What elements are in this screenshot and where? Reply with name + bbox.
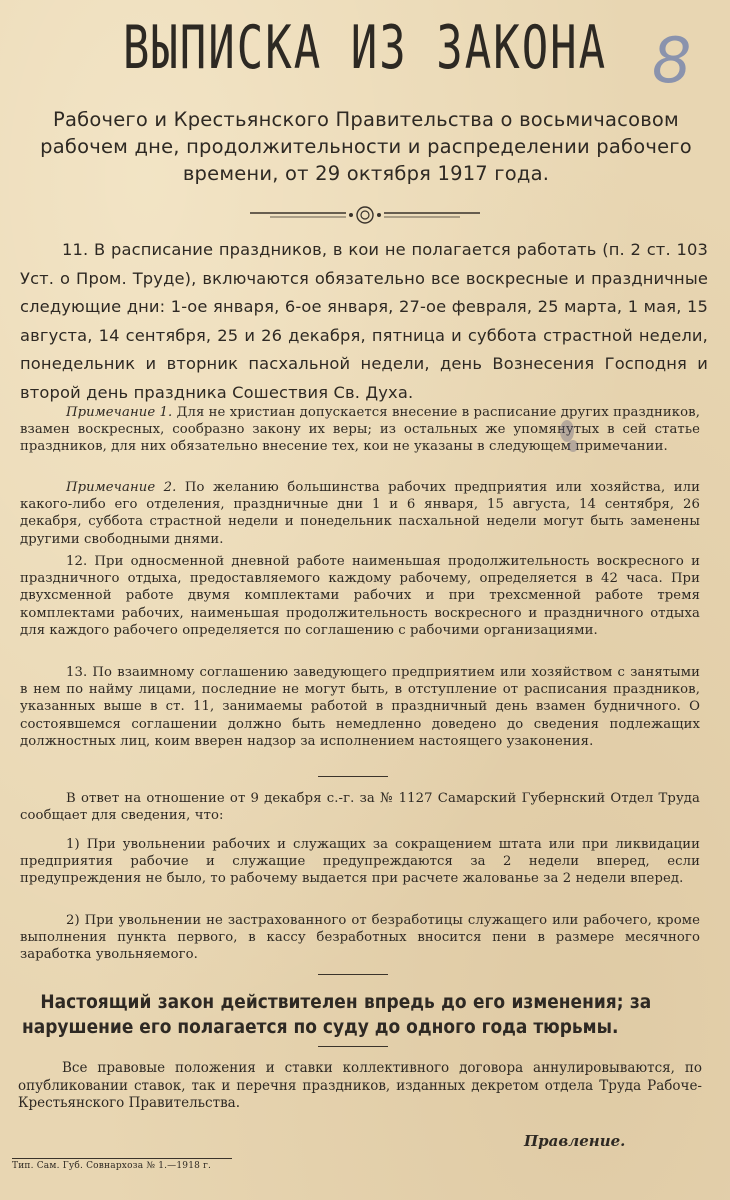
pencil-mark-digit: 8 [652, 24, 692, 97]
note-2-label: Примечание 2. [66, 480, 177, 495]
document-title: ВЫПИСКА ИЗ ЗАКОНА [122, 14, 608, 83]
signature: Правление. [524, 1132, 626, 1150]
note-1-text: Для не христиан допускается внесение в расписание других праздников, взамен воскресных, сообразно закону их веры; из остальных же упомянутых в сей статье праздников, для них обязательно внесение тех, кои не указаны в следующем примечании. [20, 405, 700, 455]
point-2: 2) При увольнении не застрахованного от безработицы служащего или рабочего, кроме выполнения пункта первого, в кассу безработных вносится пени в размере месячного заработка увольняемого. [20, 913, 700, 963]
article-13: 13. По взаимному соглашению заведующего предприятием или хозяйством с занятыми в нем по найму лицами, последние не могут быть, в отступление от расписания праздников, указанных выше в ст. 11, занимаемы работой в праздничный день взамен будничного. О состоявшемся соглашении должно быть немедленно доведено до сведения подлежащих должностных лиц, коим вверен надзор за исполнением настоящего узаконения. [20, 665, 700, 749]
point-1: 1) При увольнении рабочих и служащих за сокращением штата или при ликвидации предприятия рабочие и служащие предупреждаются за 2 недели вперед, если предупреждения не было, то рабочему выдается при расчете жалованье за 2 недели вперед. [20, 837, 700, 887]
note-2-text: По желанию большинства рабочих предприятия или хозяйства, или какого-либо его отделения, праздничные дни 1 и 6 января, 15 августа, 14 сентября, 26 декабря, суббота страстной недели и понедельник пасхальной недели могут быть заменены другими свободными днями. [20, 480, 700, 547]
divider-rule [318, 776, 388, 777]
printer-imprint: Тип. Сам. Губ. Совнархоза № 1.—1918 г. [12, 1158, 232, 1171]
law-notice: Настоящий закон действителен впредь до его изменения; за нарушение его полагается по суду до одного года тюрьмы. [22, 992, 652, 1038]
ink-stain [568, 440, 578, 452]
closing-paragraph: Все правовые положения и ставки коллективного договора аннулировываются, по опубликовании ставок, так и перечня праздников, изданных декретом отдела Труда Рабоче-Крестьянского Правительства. [18, 1060, 702, 1111]
document-subtitle: Рабочего и Крестьянского Правительства о восьмичасовом рабочем дне, продолжительности и распределении рабочего времени, от 29 октября 1917 года. [40, 108, 692, 185]
note-1-label: Примечание 1. [66, 405, 173, 420]
divider-rule [318, 974, 388, 975]
note-2 [20, 479, 700, 548]
ink-stain [560, 420, 574, 442]
article-12: 12. При односменной дневной работе наименьшая продолжительность воскресного и праздничного отдыха, предоставляемого каждому рабочему, определяется в 42 часа. При двухсменной работе двумя комплектами рабочих и при трехсменной работе тремя комплектами рабочих, наименьшая продолжительность воскресного и праздничного отдыха для каждого рабочего определяется по соглашению с рабочими организациями. [20, 554, 700, 638]
note-1 [20, 404, 700, 456]
response-intro: В ответ на отношение от 9 декабря с.-г. за № 1127 Самарский Губернский Отдел Труда сообщает для сведения, что: [20, 791, 700, 824]
divider-rule [318, 1046, 388, 1047]
ornament-divider [250, 205, 480, 225]
article-11: 11. В расписание праздников, в кои не полагается работать (п. 2 ст. 103 Уст. о Пром. Труде), включаются обязательно все воскресные и праздничные следующие дни: 1-ое января, 6-ое января, 27-ое февраля, 25 марта, 1 мая, 15 августа, 14 сентября, 25 и 26 декабря, пятница и суббота страстной недели, понедельник и вторник пасхальной недели, день Вознесения Господня и второй день праздника Сошествия Св. Духа. [20, 240, 708, 402]
